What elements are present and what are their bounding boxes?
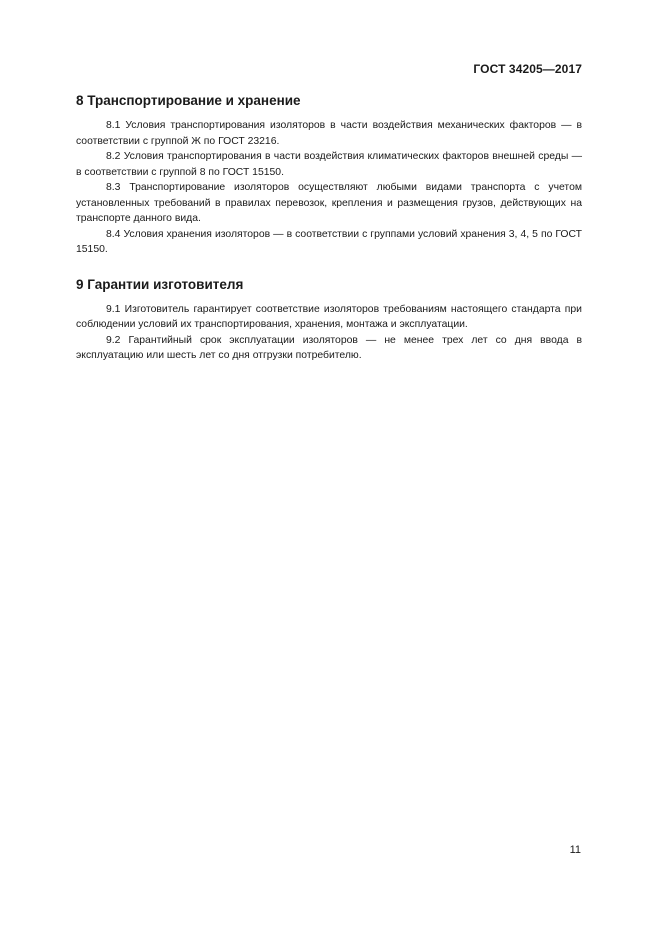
- page-content: [76, 92, 582, 364]
- section-title: 9 Гарантии изготовителя: [76, 276, 244, 292]
- section-transport-storage: [76, 92, 582, 258]
- paragraph-8-2: 8.2 Условия транспортирования в части воздействия климатических факторов внешней среды — в соответствии с группой 8 по ГОСТ 15150.: [76, 151, 582, 178]
- paragraph-9-1: 9.1 Изготовитель гарантирует соответствие изоляторов требованиям настоящего стандарта при соблюдении условий их транспортирования, хранения, монтажа и эксплуатации.: [76, 303, 582, 330]
- section-title: 8 Транспортирование и хранение: [76, 93, 301, 108]
- page-number: 11: [569, 844, 581, 856]
- paragraph-8-3: 8.3 Транспортирование изоляторов осуществляют любыми видами транспорта с учетом установленных требований в правилах перевозок, крепления и размещения грузов, действующих на транспорте данного вида.: [76, 182, 582, 224]
- paragraph-9-2: 9.2 Гарантийный срок эксплуатации изоляторов — не менее трех лет со дня ввода в эксплуатацию или шесть лет со дня отгрузки потребителю.: [76, 334, 582, 361]
- document-code: ГОСТ 34205—2017: [473, 62, 582, 76]
- paragraph-8-1: 8.1 Условия транспортирования изоляторов в части воздействия механических факторов — в соответствии с группой Ж по ГОСТ 23216.: [76, 120, 582, 147]
- paragraph-8-4: 8.4 Условия хранения изоляторов — в соответствии с группами условий хранения 3, 4, 5 по ГОСТ 15150.: [76, 228, 582, 255]
- section-manufacturer-warranty: [76, 276, 582, 364]
